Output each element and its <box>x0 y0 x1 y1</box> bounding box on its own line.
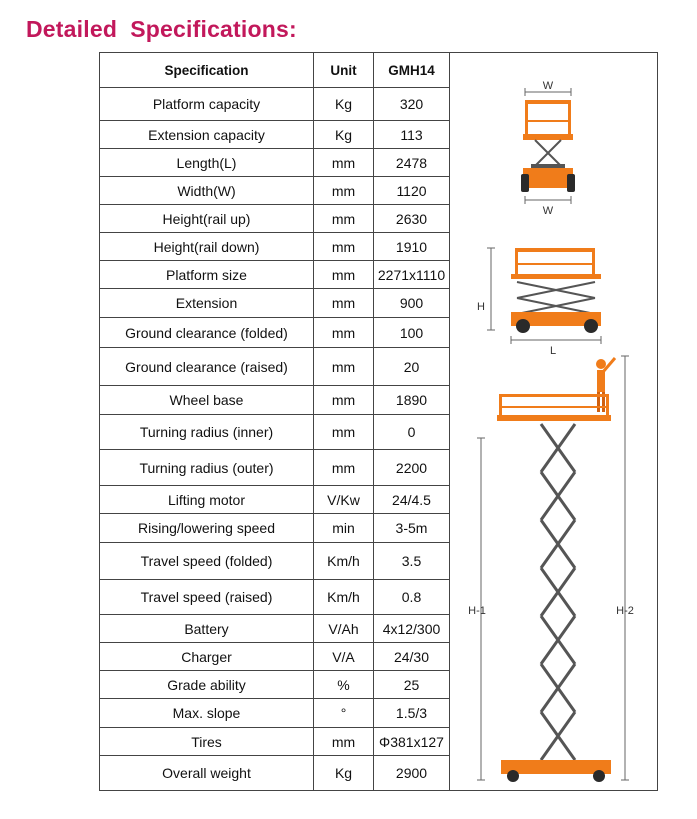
spec-name-cell: Extension <box>100 289 314 318</box>
spec-value-cell: 0.8 <box>374 580 450 615</box>
table-row <box>100 88 450 121</box>
raised-height-label-1: H-1 <box>468 605 486 617</box>
spec-name-cell: Width(W) <box>100 177 314 205</box>
spec-unit-cell: % <box>314 671 374 699</box>
spec-name-cell: Turning radius (outer) <box>100 450 314 486</box>
side-length-label: L <box>549 345 557 357</box>
spec-value-cell: 3.5 <box>374 543 450 580</box>
spec-unit-cell: mm <box>314 289 374 318</box>
spec-name-cell: Overall weight <box>100 756 314 791</box>
page-heading: Detailed Specifications: <box>26 16 297 42</box>
spec-name-cell: Platform size <box>100 261 314 289</box>
spec-unit-cell: Kg <box>314 121 374 149</box>
table-row <box>100 580 450 615</box>
spec-unit-cell: mm <box>314 205 374 233</box>
spec-unit-cell: mm <box>314 450 374 486</box>
table-row <box>100 205 450 233</box>
machine-diagrams <box>455 58 655 788</box>
spec-name-cell: Battery <box>100 615 314 643</box>
front-width-label-bottom: W <box>542 205 554 217</box>
table-row <box>100 643 450 671</box>
table-row <box>100 514 450 543</box>
spec-value-cell: 20 <box>374 348 450 386</box>
spec-unit-cell: Kg <box>314 756 374 791</box>
spec-name-cell: Lifting motor <box>100 486 314 514</box>
side-view-diagram <box>477 248 601 357</box>
spec-value-cell: 113 <box>374 121 450 149</box>
spec-unit-cell: Kg <box>314 88 374 121</box>
table-row <box>100 348 450 386</box>
table-row <box>100 756 450 791</box>
front-width-label-top: W <box>542 80 554 92</box>
spec-name-cell: Charger <box>100 643 314 671</box>
spec-name-cell: Turning radius (inner) <box>100 415 314 450</box>
scissor-lift-diagrams <box>455 58 655 788</box>
header-unit: Unit <box>314 53 374 88</box>
spec-value-cell: 1890 <box>374 386 450 415</box>
spec-value-cell: 2630 <box>374 205 450 233</box>
spec-value-cell: 1.5/3 <box>374 699 450 728</box>
table-row <box>100 486 450 514</box>
spec-value-cell: 3-5m <box>374 514 450 543</box>
spec-name-cell: Height(rail down) <box>100 233 314 261</box>
table-header-row <box>100 53 450 88</box>
table-row <box>100 699 450 728</box>
spec-value-cell: 4x12/300 <box>374 615 450 643</box>
spec-name-cell: Grade ability <box>100 671 314 699</box>
spec-name-cell: Travel speed (raised) <box>100 580 314 615</box>
spec-value-cell: 100 <box>374 318 450 348</box>
spec-unit-cell: mm <box>314 415 374 450</box>
spec-unit-cell: mm <box>314 261 374 289</box>
spec-value-cell: 320 <box>374 88 450 121</box>
spec-name-cell: Rising/lowering speed <box>100 514 314 543</box>
table-row <box>100 543 450 580</box>
table-row <box>100 289 450 318</box>
spec-value-cell: Φ381x127 <box>374 728 450 756</box>
spec-name-cell: Ground clearance (raised) <box>100 348 314 386</box>
table-row <box>100 671 450 699</box>
header-model: GMH14 <box>374 53 450 88</box>
table-row <box>100 233 450 261</box>
spec-unit-cell: mm <box>314 386 374 415</box>
table-row <box>100 261 450 289</box>
spec-value-cell: 24/4.5 <box>374 486 450 514</box>
spec-name-cell: Wheel base <box>100 386 314 415</box>
table-row <box>100 318 450 348</box>
spec-value-cell: 2900 <box>374 756 450 791</box>
table-row <box>100 177 450 205</box>
spec-unit-cell: Km/h <box>314 543 374 580</box>
spec-name-cell: Tires <box>100 728 314 756</box>
raised-height-label-2: H-2 <box>616 605 634 617</box>
spec-name-cell: Ground clearance (folded) <box>100 318 314 348</box>
spec-name-cell: Height(rail up) <box>100 205 314 233</box>
spec-value-cell: 1910 <box>374 233 450 261</box>
spec-unit-cell: mm <box>314 348 374 386</box>
table-row <box>100 415 450 450</box>
spec-value-cell: 900 <box>374 289 450 318</box>
spec-name-cell: Travel speed (folded) <box>100 543 314 580</box>
spec-value-cell: 2200 <box>374 450 450 486</box>
spec-unit-cell: mm <box>314 149 374 177</box>
spec-unit-cell: Km/h <box>314 580 374 615</box>
table-row <box>100 149 450 177</box>
side-height-label: H <box>477 301 485 313</box>
spec-value-cell: 2478 <box>374 149 450 177</box>
spec-value-cell: 24/30 <box>374 643 450 671</box>
spec-unit-cell: V/Ah <box>314 615 374 643</box>
spec-unit-cell: mm <box>314 177 374 205</box>
spec-name-cell: Platform capacity <box>100 88 314 121</box>
spec-name-cell: Extension capacity <box>100 121 314 149</box>
spec-unit-cell: V/A <box>314 643 374 671</box>
spec-value-cell: 1120 <box>374 177 450 205</box>
table-row <box>100 386 450 415</box>
spec-unit-cell: mm <box>314 233 374 261</box>
spec-table <box>99 52 450 791</box>
table-row <box>100 450 450 486</box>
spec-unit-cell: mm <box>314 318 374 348</box>
table-row <box>100 728 450 756</box>
table-row <box>100 121 450 149</box>
spec-unit-cell: mm <box>314 728 374 756</box>
spec-value-cell: 25 <box>374 671 450 699</box>
spec-value-cell: 0 <box>374 415 450 450</box>
front-view-diagram <box>521 80 575 217</box>
spec-unit-cell: min <box>314 514 374 543</box>
table-row <box>100 615 450 643</box>
header-specification: Specification <box>100 53 314 88</box>
spec-value-cell: 2271x1110 <box>374 261 450 289</box>
spec-unit-cell: ° <box>314 699 374 728</box>
spec-unit-cell: V/Kw <box>314 486 374 514</box>
raised-view-diagram <box>468 356 634 782</box>
spec-name-cell: Length(L) <box>100 149 314 177</box>
spec-name-cell: Max. slope <box>100 699 314 728</box>
